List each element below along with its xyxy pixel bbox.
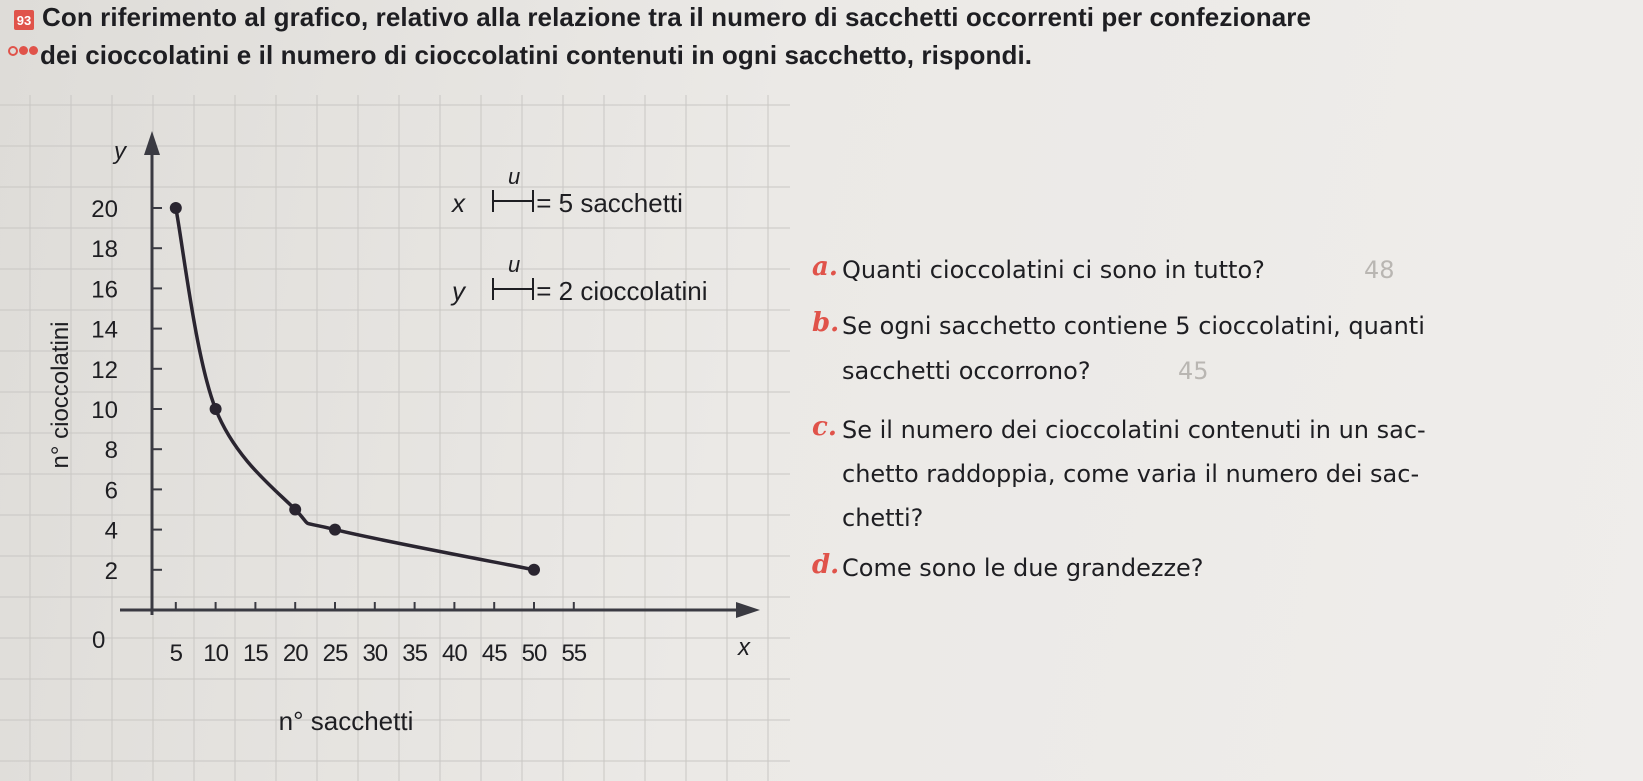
y-tick-label: 2: [104, 557, 118, 585]
question-c-line-1: Se il numero dei cioccolatini contenuti in un sac-: [842, 416, 1426, 444]
difficulty-dots-icon: [8, 46, 38, 56]
y-tick-label: 10: [91, 397, 118, 424]
y-tick-label: 4: [104, 517, 118, 545]
legend-y-text: = 2 cioccolatini: [536, 276, 708, 306]
legend-x-unit: u: [508, 164, 521, 189]
x-axis-name: x: [738, 634, 750, 661]
data-point: [289, 504, 301, 516]
data-curve: [176, 208, 534, 570]
question-d-text: Come sono le due grandezze?: [842, 554, 1204, 582]
question-c-line-2: chetto raddoppia, come varia il numero dei sac-: [842, 460, 1420, 488]
exercise-number: 93: [14, 10, 34, 30]
y-axis-arrow: [144, 131, 160, 155]
y-tick-label: 20: [91, 196, 118, 223]
question-a-letter: a.: [812, 252, 838, 282]
x-tick-label: 50: [521, 640, 547, 667]
question-c-line-3: chetti?: [842, 504, 924, 532]
x-tick-label: 15: [243, 640, 268, 667]
x-axis-label: n° sacchetti: [278, 706, 414, 736]
x-tick-label: 20: [282, 640, 308, 667]
origin-label: 0: [92, 627, 106, 654]
y-axis-name: y: [114, 138, 126, 165]
y-tick-label: 8: [104, 437, 118, 465]
exercise-text-line-1: Con riferimento al grafico, relativo alla relazione tra il numero di sacchetti occorrenti per confezionare: [42, 2, 1312, 32]
x-tick-label: 5: [169, 640, 182, 667]
x-tick-label: 45: [481, 640, 507, 667]
x-tick-label: 30: [362, 640, 388, 667]
exercise-text-line-2: dei cioccolatini e il numero di cioccolatini contenuti in ogni sacchetto, rispondi.: [40, 40, 1033, 70]
question-a-answer: 48: [1364, 256, 1395, 284]
y-tick-label: 6: [104, 477, 118, 505]
question-b-letter: b.: [812, 308, 840, 338]
legend-x-text: = 5 sacchetti: [536, 188, 683, 218]
question-b-line-2: sacchetti occorrono?: [842, 357, 1091, 385]
data-points: [170, 202, 540, 576]
data-point: [210, 403, 222, 415]
data-point: [329, 524, 341, 536]
y-tick-label: 14: [91, 316, 118, 344]
question-a-text: Quanti cioccolatini ci sono in tutto?: [842, 256, 1265, 284]
y-axis-label: n° cioccolatini: [47, 321, 74, 469]
legend-x-var: x: [452, 188, 465, 218]
unit-segment-icon: [490, 188, 536, 214]
legend-y: [452, 252, 708, 307]
data-point: [528, 564, 540, 576]
x-tick-label: 40: [442, 640, 467, 667]
x-tick-label: 35: [402, 640, 427, 667]
x-tick-label: 55: [561, 640, 587, 667]
legend-x: [452, 164, 683, 219]
unit-segment-icon: [490, 276, 536, 302]
x-axis-arrow: [736, 602, 760, 618]
x-tick-label: 25: [322, 640, 348, 667]
question-c-letter: c.: [812, 412, 837, 442]
y-tick-label: 18: [91, 236, 118, 264]
x-tick-label: 10: [203, 640, 228, 667]
question-b-answer: 45: [1178, 357, 1209, 385]
legend-y-unit: u: [508, 252, 521, 277]
question-b-line-1: Se ogni sacchetto contiene 5 cioccolatini, quanti: [842, 312, 1425, 340]
y-tick-label: 16: [91, 276, 118, 304]
data-point: [170, 202, 182, 214]
legend-y-var: y: [452, 276, 465, 306]
y-tick-label: 12: [91, 356, 118, 384]
question-d-letter: d.: [812, 550, 840, 580]
